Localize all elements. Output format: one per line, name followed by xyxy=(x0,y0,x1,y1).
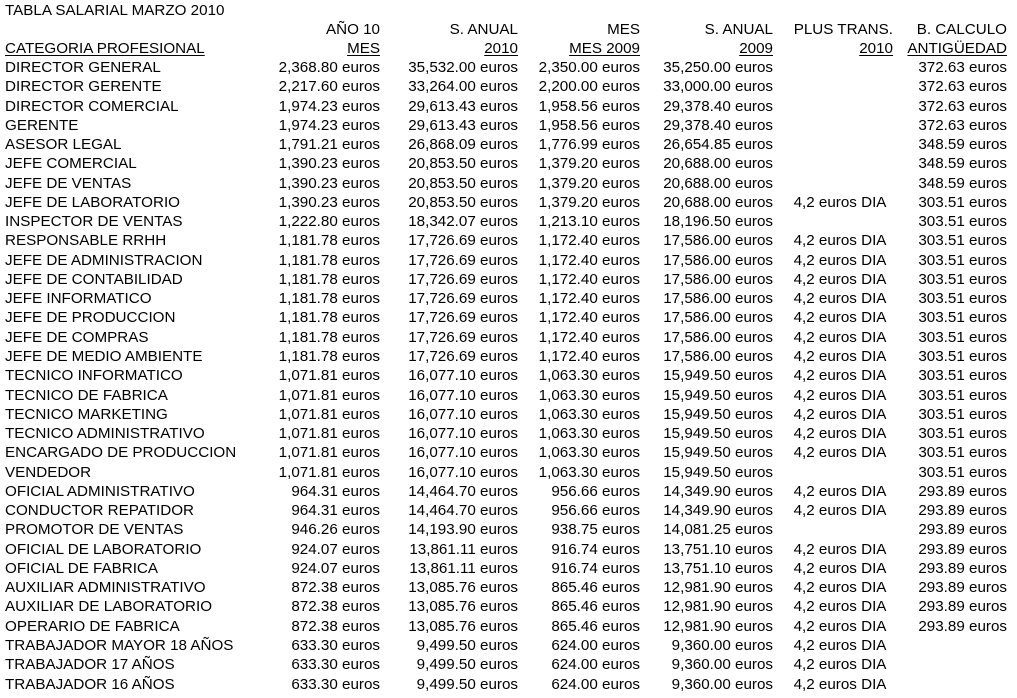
cell-anual-2009: 14,349.90 euros xyxy=(663,482,773,500)
cell-mes-2010: 1,181.78 euros xyxy=(278,309,380,327)
cell-base-antiguedad: 293.89 euros xyxy=(918,482,1007,500)
cell-mes-2009: 916.74 euros xyxy=(551,540,640,558)
cell-mes-2009: 624.00 euros xyxy=(551,675,640,693)
cell-categoria: AUXILIAR DE LABORATORIO xyxy=(5,598,213,616)
cell-anual-2010: 13,085.76 euros xyxy=(408,617,518,635)
cell-plus-trans xyxy=(780,212,900,231)
cell-categoria: PROMOTOR DE VENTAS xyxy=(5,521,184,539)
cell-anual-2010: 16,077.10 euros xyxy=(408,405,518,423)
cell-anual-2010: 29,613.43 euros xyxy=(408,116,518,134)
cell-mes-2009: 1,172.40 euros xyxy=(538,290,640,308)
cell-anual-2009: 9,360.00 euros xyxy=(671,656,773,674)
header-plus-line1: PLUS TRANS. xyxy=(793,21,893,38)
cell-base-antiguedad: 293.89 euros xyxy=(918,502,1007,520)
cell-anual-2009: 13,751.10 euros xyxy=(663,559,773,577)
cell-mes-2009: 1,776.99 euros xyxy=(538,136,640,154)
cell-categoria: VENDEDOR xyxy=(5,463,92,481)
header-mes09-line2 xyxy=(520,39,640,58)
header-plus-line2 xyxy=(773,39,893,58)
cell-anual-2010: 20,853.50 euros xyxy=(408,155,518,173)
table-row xyxy=(0,193,1017,212)
cell-categoria: INSPECTOR DE VENTAS xyxy=(5,213,183,231)
cell-mes-2010: 924.07 euros xyxy=(291,559,380,577)
cell-anual-2010: 18,342.07 euros xyxy=(408,213,518,231)
cell-anual-2010: 9,499.50 euros xyxy=(416,656,518,674)
cell-anual-2009: 17,586.00 euros xyxy=(663,232,773,250)
table-row xyxy=(0,58,1017,77)
cell-categoria: JEFE INFORMATICO xyxy=(5,290,152,308)
cell-base-antiguedad: 303.51 euros xyxy=(918,213,1007,231)
cell-mes-2009: 1,063.30 euros xyxy=(538,367,640,385)
header-mes10-label: MES xyxy=(347,40,380,57)
header-mes09-label: MES 2009 xyxy=(569,40,640,57)
table-row xyxy=(0,251,1017,270)
cell-mes-2009: 1,063.30 euros xyxy=(538,463,640,481)
cell-anual-2010: 17,726.69 euros xyxy=(408,309,518,327)
cell-anual-2010: 17,726.69 euros xyxy=(408,232,518,250)
cell-mes-2010: 1,071.81 euros xyxy=(278,386,380,404)
cell-mes-2009: 624.00 euros xyxy=(551,656,640,674)
cell-anual-2010: 9,499.50 euros xyxy=(416,675,518,693)
cell-mes-2009: 956.66 euros xyxy=(551,502,640,520)
cell-mes-2010: 1,390.23 euros xyxy=(278,174,380,192)
cell-anual-2010: 16,077.10 euros xyxy=(408,386,518,404)
cell-anual-2009: 12,981.90 euros xyxy=(663,617,773,635)
cell-mes-2009: 1,213.10 euros xyxy=(538,213,640,231)
cell-anual-2009: 20,688.00 euros xyxy=(663,193,773,211)
table-row xyxy=(0,97,1017,116)
cell-categoria: CONDUCTOR REPATIDOR xyxy=(5,502,195,520)
table-row xyxy=(0,270,1017,289)
cell-base-antiguedad: 303.51 euros xyxy=(918,463,1007,481)
table-row xyxy=(0,675,1017,694)
cell-mes-2009: 1,379.20 euros xyxy=(538,174,640,192)
cell-plus-trans xyxy=(780,135,900,154)
cell-base-antiguedad: 303.51 euros xyxy=(918,328,1007,346)
cell-base-antiguedad: 372.63 euros xyxy=(918,97,1007,115)
cell-plus-trans: 4,2 euros DIA xyxy=(793,290,887,308)
cell-anual-2009: 15,949.50 euros xyxy=(663,444,773,462)
cell-anual-2009: 12,981.90 euros xyxy=(663,579,773,597)
cell-mes-2009: 1,958.56 euros xyxy=(538,97,640,115)
cell-base-antiguedad: 293.89 euros xyxy=(918,598,1007,616)
cell-anual-2010: 17,726.69 euros xyxy=(408,290,518,308)
cell-mes-2010: 964.31 euros xyxy=(291,502,380,520)
cell-anual-2010: 13,085.76 euros xyxy=(408,579,518,597)
cell-mes-2010: 633.30 euros xyxy=(291,675,380,693)
cell-categoria: OPERARIO DE FABRICA xyxy=(5,617,180,635)
cell-categoria: OFICIAL DE LABORATORIO xyxy=(5,540,202,558)
cell-plus-trans: 4,2 euros DIA xyxy=(793,540,887,558)
cell-anual-2009: 15,949.50 euros xyxy=(663,386,773,404)
header-anual09-line2 xyxy=(640,39,773,58)
cell-plus-trans: 4,2 euros DIA xyxy=(793,598,887,616)
table-row xyxy=(0,289,1017,308)
cell-categoria: JEFE DE VENTAS xyxy=(5,174,132,192)
cell-categoria: JEFE DE ADMINISTRACION xyxy=(5,251,203,269)
cell-plus-trans: 4,2 euros DIA xyxy=(793,367,887,385)
cell-plus-trans: 4,2 euros DIA xyxy=(793,251,887,269)
cell-anual-2009: 17,586.00 euros xyxy=(663,328,773,346)
cell-plus-trans xyxy=(780,174,900,193)
cell-mes-2010: 1,181.78 euros xyxy=(278,251,380,269)
cell-base-antiguedad: 303.51 euros xyxy=(918,251,1007,269)
cell-mes-2009: 1,379.20 euros xyxy=(538,193,640,211)
cell-anual-2009: 35,250.00 euros xyxy=(663,59,773,76)
header-anual10-line1: S. ANUAL xyxy=(449,21,518,38)
cell-mes-2010: 1,390.23 euros xyxy=(278,193,380,211)
cell-anual-2010: 29,613.43 euros xyxy=(408,97,518,115)
header-base-label: ANTIGÜEDAD xyxy=(907,40,1007,57)
table-row xyxy=(0,482,1017,501)
cell-anual-2010: 20,853.50 euros xyxy=(408,174,518,192)
table-row xyxy=(0,520,1017,539)
cell-base-antiguedad: 303.51 euros xyxy=(918,425,1007,443)
cell-plus-trans: 4,2 euros DIA xyxy=(793,309,887,327)
cell-categoria: GERENTE xyxy=(5,116,79,134)
cell-base-antiguedad: 348.59 euros xyxy=(918,174,1007,192)
table-row xyxy=(0,77,1017,96)
cell-mes-2010: 872.38 euros xyxy=(291,598,380,616)
cell-base-antiguedad: 303.51 euros xyxy=(918,290,1007,308)
cell-plus-trans xyxy=(780,77,900,96)
cell-categoria: TECNICO INFORMATICO xyxy=(5,367,183,385)
table-row xyxy=(0,212,1017,231)
table-row xyxy=(0,405,1017,424)
cell-mes-2009: 1,063.30 euros xyxy=(538,425,640,443)
cell-plus-trans xyxy=(780,520,900,539)
cell-anual-2009: 13,751.10 euros xyxy=(663,540,773,558)
cell-mes-2009: 956.66 euros xyxy=(551,482,640,500)
cell-mes-2009: 865.46 euros xyxy=(551,598,640,616)
cell-mes-2009: 2,350.00 euros xyxy=(538,59,640,76)
cell-categoria: RESPONSABLE RRHH xyxy=(5,232,167,250)
cell-plus-trans: 4,2 euros DIA xyxy=(793,675,887,693)
cell-anual-2009: 29,378.40 euros xyxy=(663,97,773,115)
header-base-line2 xyxy=(893,39,1007,58)
cell-mes-2010: 1,071.81 euros xyxy=(278,367,380,385)
cell-categoria: JEFE DE LABORATORIO xyxy=(5,193,180,211)
cell-anual-2010: 13,861.11 euros xyxy=(409,540,518,558)
cell-categoria: DIRECTOR GENERAL xyxy=(5,59,161,76)
cell-mes-2009: 1,172.40 euros xyxy=(538,270,640,288)
cell-base-antiguedad: 372.63 euros xyxy=(918,78,1007,96)
cell-anual-2009: 15,949.50 euros xyxy=(663,405,773,423)
cell-anual-2010: 14,193.90 euros xyxy=(408,521,518,539)
cell-anual-2010: 26,868.09 euros xyxy=(408,136,518,154)
cell-categoria: TECNICO DE FABRICA xyxy=(5,386,168,404)
header-categoria: CATEGORIA PROFESIONAL xyxy=(5,40,205,57)
cell-mes-2010: 1,974.23 euros xyxy=(278,97,380,115)
cell-categoria: ASESOR LEGAL xyxy=(5,136,122,154)
cell-mes-2009: 865.46 euros xyxy=(551,579,640,597)
cell-mes-2010: 1,974.23 euros xyxy=(278,116,380,134)
cell-mes-2009: 938.75 euros xyxy=(551,521,640,539)
cell-plus-trans: 4,2 euros DIA xyxy=(793,193,887,211)
cell-mes-2009: 1,172.40 euros xyxy=(538,328,640,346)
table-row xyxy=(0,328,1017,347)
cell-base-antiguedad: 372.63 euros xyxy=(918,59,1007,76)
cell-categoria: OFICIAL DE FABRICA xyxy=(5,559,159,577)
table-row xyxy=(0,559,1017,578)
cell-base-antiguedad: 293.89 euros xyxy=(918,617,1007,635)
table-row xyxy=(0,386,1017,405)
table-row xyxy=(0,655,1017,674)
cell-anual-2010: 16,077.10 euros xyxy=(408,367,518,385)
cell-base-antiguedad xyxy=(900,655,1007,674)
cell-plus-trans: 4,2 euros DIA xyxy=(793,656,887,674)
cell-mes-2009: 2,200.00 euros xyxy=(538,78,640,96)
cell-mes-2010: 924.07 euros xyxy=(291,540,380,558)
table-body xyxy=(0,58,1017,694)
cell-mes-2010: 2,368.80 euros xyxy=(278,59,380,76)
cell-base-antiguedad: 303.51 euros xyxy=(918,444,1007,462)
cell-anual-2009: 14,081.25 euros xyxy=(663,521,773,539)
cell-anual-2009: 17,586.00 euros xyxy=(663,270,773,288)
cell-categoria: DIRECTOR GERENTE xyxy=(5,78,162,96)
cell-categoria: ENCARGADO DE PRODUCCION xyxy=(5,444,237,462)
header-anual09-line1: S. ANUAL xyxy=(704,21,773,38)
cell-mes-2009: 1,063.30 euros xyxy=(538,386,640,404)
cell-mes-2010: 1,071.81 euros xyxy=(278,425,380,443)
cell-anual-2009: 15,949.50 euros xyxy=(663,463,773,481)
table-row xyxy=(0,231,1017,250)
cell-anual-2010: 17,726.69 euros xyxy=(408,328,518,346)
cell-plus-trans xyxy=(780,97,900,116)
cell-categoria: TECNICO ADMINISTRATIVO xyxy=(5,425,205,443)
cell-categoria: JEFE COMERCIAL xyxy=(5,155,137,173)
cell-mes-2009: 1,172.40 euros xyxy=(538,347,640,365)
cell-base-antiguedad: 293.89 euros xyxy=(918,521,1007,539)
cell-plus-trans: 4,2 euros DIA xyxy=(793,444,887,462)
cell-anual-2009: 15,949.50 euros xyxy=(663,425,773,443)
header-plus-label: 2010 xyxy=(859,40,893,57)
cell-anual-2010: 20,853.50 euros xyxy=(408,193,518,211)
cell-mes-2010: 1,222.80 euros xyxy=(278,213,380,231)
cell-anual-2010: 35,532.00 euros xyxy=(408,59,518,76)
cell-mes-2009: 1,172.40 euros xyxy=(538,232,640,250)
cell-mes-2010: 1,390.23 euros xyxy=(278,155,380,173)
table-row xyxy=(0,308,1017,327)
table-row xyxy=(0,443,1017,462)
cell-anual-2009: 33,000.00 euros xyxy=(663,78,773,96)
table-row xyxy=(0,617,1017,636)
cell-anual-2010: 14,464.70 euros xyxy=(408,482,518,500)
cell-base-antiguedad: 303.51 euros xyxy=(918,309,1007,327)
header-base-line1: B. CALCULO xyxy=(916,21,1007,38)
cell-base-antiguedad: 293.89 euros xyxy=(918,540,1007,558)
cell-plus-trans: 4,2 euros DIA xyxy=(793,425,887,443)
cell-plus-trans: 4,2 euros DIA xyxy=(793,232,887,250)
cell-anual-2010: 16,077.10 euros xyxy=(408,444,518,462)
cell-anual-2010: 14,464.70 euros xyxy=(408,502,518,520)
cell-anual-2009: 17,586.00 euros xyxy=(663,309,773,327)
table-row xyxy=(0,424,1017,443)
cell-anual-2010: 9,499.50 euros xyxy=(416,636,518,654)
cell-plus-trans xyxy=(780,463,900,482)
cell-anual-2009: 18,196.50 euros xyxy=(663,213,773,231)
cell-mes-2010: 1,181.78 euros xyxy=(278,270,380,288)
cell-mes-2010: 964.31 euros xyxy=(291,482,380,500)
cell-categoria: JEFE DE COMPRAS xyxy=(5,328,149,346)
cell-base-antiguedad: 303.51 euros xyxy=(918,270,1007,288)
cell-plus-trans: 4,2 euros DIA xyxy=(793,636,887,654)
cell-anual-2010: 16,077.10 euros xyxy=(408,425,518,443)
table-row xyxy=(0,501,1017,520)
cell-anual-2010: 33,264.00 euros xyxy=(408,78,518,96)
cell-base-antiguedad: 303.51 euros xyxy=(918,367,1007,385)
cell-plus-trans: 4,2 euros DIA xyxy=(793,270,887,288)
cell-anual-2009: 17,586.00 euros xyxy=(663,290,773,308)
cell-base-antiguedad xyxy=(900,636,1007,655)
table-row xyxy=(0,636,1017,655)
cell-mes-2010: 2,217.60 euros xyxy=(278,78,380,96)
cell-categoria: DIRECTOR COMERCIAL xyxy=(5,97,179,115)
table-row xyxy=(0,463,1017,482)
cell-anual-2009: 12,981.90 euros xyxy=(663,598,773,616)
cell-base-antiguedad: 303.51 euros xyxy=(918,347,1007,365)
cell-anual-2009: 15,949.50 euros xyxy=(663,367,773,385)
cell-categoria: OFICIAL ADMINISTRATIVO xyxy=(5,482,195,500)
cell-mes-2009: 1,172.40 euros xyxy=(538,251,640,269)
table-row xyxy=(0,135,1017,154)
cell-base-antiguedad: 293.89 euros xyxy=(918,579,1007,597)
cell-mes-2009: 1,063.30 euros xyxy=(538,444,640,462)
cell-plus-trans: 4,2 euros DIA xyxy=(793,405,887,423)
cell-anual-2010: 13,861.11 euros xyxy=(409,559,518,577)
cell-categoria: JEFE DE CONTABILIDAD xyxy=(5,270,183,288)
cell-categoria: TRABAJADOR MAYOR 18 AÑOS xyxy=(5,636,234,654)
cell-mes-2010: 946.26 euros xyxy=(291,521,380,539)
cell-base-antiguedad: 303.51 euros xyxy=(918,386,1007,404)
cell-mes-2009: 1,172.40 euros xyxy=(538,309,640,327)
cell-plus-trans: 4,2 euros DIA xyxy=(793,559,887,577)
cell-plus-trans: 4,2 euros DIA xyxy=(793,328,887,346)
cell-mes-2010: 872.38 euros xyxy=(291,617,380,635)
cell-mes-2010: 1,071.81 euros xyxy=(278,405,380,423)
cell-anual-2010: 17,726.69 euros xyxy=(408,347,518,365)
table-row xyxy=(0,154,1017,173)
cell-mes-2009: 1,379.20 euros xyxy=(538,155,640,173)
cell-mes-2009: 916.74 euros xyxy=(551,559,640,577)
cell-anual-2009: 29,378.40 euros xyxy=(663,116,773,134)
table-row xyxy=(0,578,1017,597)
cell-mes-2010: 1,181.78 euros xyxy=(278,232,380,250)
table-row xyxy=(0,347,1017,366)
header-mes09-line1: MES xyxy=(607,21,640,38)
cell-anual-2009: 17,586.00 euros xyxy=(663,347,773,365)
cell-categoria: JEFE DE PRODUCCION xyxy=(5,309,176,327)
cell-anual-2009: 14,349.90 euros xyxy=(663,502,773,520)
cell-plus-trans: 4,2 euros DIA xyxy=(793,482,887,500)
cell-categoria: TECNICO MARKETING xyxy=(5,405,168,423)
cell-anual-2009: 20,688.00 euros xyxy=(663,174,773,192)
cell-plus-trans: 4,2 euros DIA xyxy=(793,579,887,597)
cell-mes-2010: 633.30 euros xyxy=(291,656,380,674)
cell-base-antiguedad: 303.51 euros xyxy=(918,193,1007,211)
cell-anual-2010: 17,726.69 euros xyxy=(408,251,518,269)
table-row xyxy=(0,366,1017,385)
cell-mes-2009: 624.00 euros xyxy=(551,636,640,654)
cell-anual-2009: 17,586.00 euros xyxy=(663,251,773,269)
cell-mes-2010: 1,071.81 euros xyxy=(278,463,380,481)
cell-anual-2010: 16,077.10 euros xyxy=(408,463,518,481)
cell-plus-trans: 4,2 euros DIA xyxy=(793,617,887,635)
cell-plus-trans xyxy=(780,116,900,135)
table-row xyxy=(0,116,1017,135)
cell-plus-trans xyxy=(780,154,900,173)
cell-anual-2010: 17,726.69 euros xyxy=(408,270,518,288)
cell-mes-2010: 1,181.78 euros xyxy=(278,328,380,346)
cell-mes-2010: 1,071.81 euros xyxy=(278,444,380,462)
cell-anual-2010: 13,085.76 euros xyxy=(408,598,518,616)
cell-anual-2009: 26,654.85 euros xyxy=(663,136,773,154)
cell-anual-2009: 9,360.00 euros xyxy=(671,636,773,654)
cell-plus-trans xyxy=(780,58,900,77)
header-anual10-line2 xyxy=(380,39,518,58)
cell-base-antiguedad: 348.59 euros xyxy=(918,155,1007,173)
cell-mes-2010: 633.30 euros xyxy=(291,636,380,654)
cell-plus-trans: 4,2 euros DIA xyxy=(793,386,887,404)
cell-base-antiguedad: 303.51 euros xyxy=(918,232,1007,250)
cell-base-antiguedad: 293.89 euros xyxy=(918,559,1007,577)
header-anual09-label: 2009 xyxy=(739,40,773,57)
header-mes10-line2 xyxy=(240,39,380,58)
cell-categoria: AUXILIAR ADMINISTRATIVO xyxy=(5,579,206,597)
cell-anual-2009: 9,360.00 euros xyxy=(671,675,773,693)
cell-categoria: TRABAJADOR 16 AÑOS xyxy=(5,675,175,693)
cell-mes-2009: 865.46 euros xyxy=(551,617,640,635)
header-mes10-line1: AÑO 10 xyxy=(325,21,380,38)
cell-base-antiguedad xyxy=(900,675,1007,694)
table-row xyxy=(0,540,1017,559)
cell-mes-2010: 1,181.78 euros xyxy=(278,347,380,365)
table-row xyxy=(0,597,1017,616)
cell-base-antiguedad: 303.51 euros xyxy=(918,405,1007,423)
cell-categoria: JEFE DE MEDIO AMBIENTE xyxy=(5,347,203,365)
cell-base-antiguedad: 372.63 euros xyxy=(918,116,1007,134)
page-title: TABLA SALARIAL MARZO 2010 xyxy=(5,2,225,19)
cell-mes-2010: 1,181.78 euros xyxy=(278,290,380,308)
cell-mes-2009: 1,958.56 euros xyxy=(538,116,640,134)
table-row xyxy=(0,174,1017,193)
header-anual10-label: 2010 xyxy=(484,40,518,57)
cell-mes-2009: 1,063.30 euros xyxy=(538,405,640,423)
cell-plus-trans: 4,2 euros DIA xyxy=(793,502,887,520)
cell-base-antiguedad: 348.59 euros xyxy=(918,136,1007,154)
cell-categoria: TRABAJADOR 17 AÑOS xyxy=(5,656,175,674)
cell-anual-2009: 20,688.00 euros xyxy=(663,155,773,173)
cell-mes-2010: 872.38 euros xyxy=(291,579,380,597)
cell-mes-2010: 1,791.21 euros xyxy=(278,136,380,154)
cell-plus-trans: 4,2 euros DIA xyxy=(793,347,887,365)
